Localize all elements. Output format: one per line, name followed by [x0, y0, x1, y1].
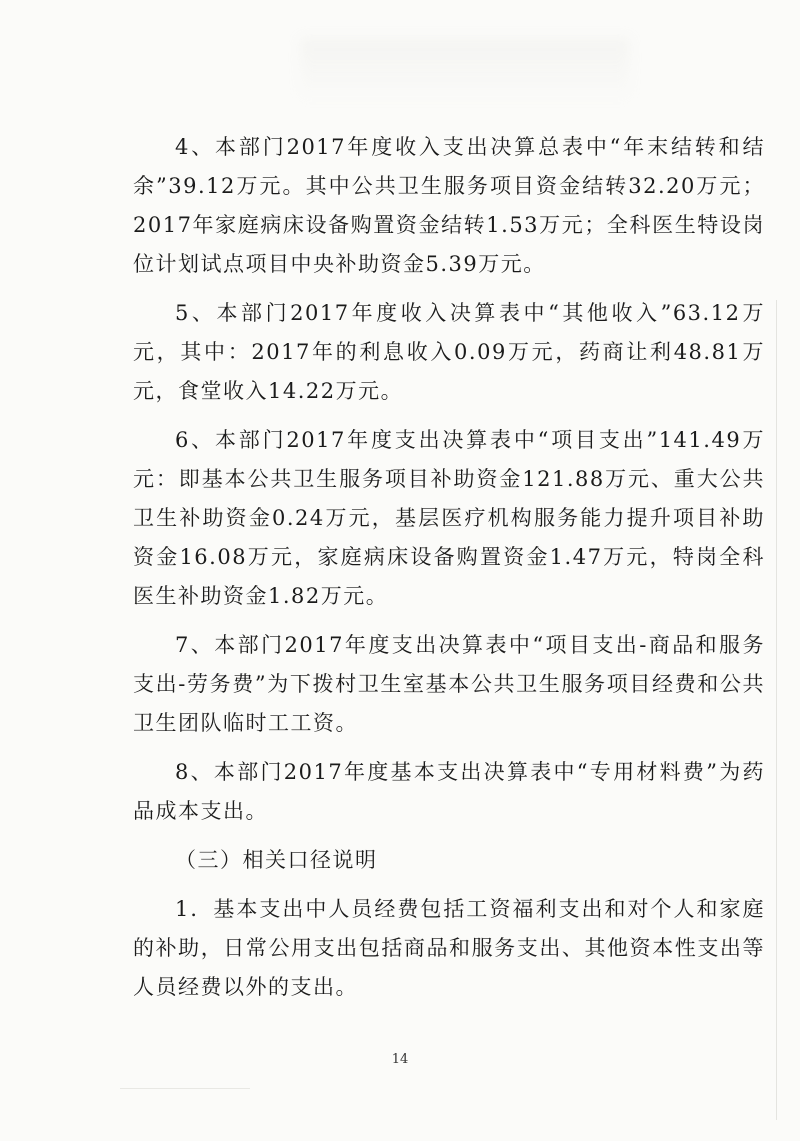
page-number: 14 [391, 1052, 409, 1067]
scan-bottom-line [120, 1088, 250, 1089]
paragraph-4: 4、本部门2017年度收入支出决算总表中“年末结转和结余”39.12万元。其中公共卫生服务项目资金结转32.20万元；2017年家庭病床设备购置资金结转1.53万元；全科医生特设岗位计划试点项目中央补助资金5.39万元。 [133, 135, 765, 276]
document-body [133, 128, 765, 1017]
paragraph-explanation-1: 1．基本支出中人员经费包括工资福利支出和对个人和家庭的补助，日常公用支出包括商品和服务支出、其他资本性支出等人员经费以外的支出。 [133, 897, 765, 999]
scan-header-smudge [300, 38, 630, 98]
scan-edge-line [776, 300, 777, 1120]
paragraph-7: 7、本部门2017年度支出决算表中“项目支出-商品和服务支出-劳务费”为下拨村卫生室基本公共卫生服务项目经费和公共卫生团队临时工工资。 [133, 633, 765, 735]
section-heading: （三）相关口径说明 [175, 848, 378, 872]
paragraph-6: 6、本部门2017年度支出决算表中“项目支出”141.49万元：即基本公共卫生服务项目补助资金121.88万元、重大公共卫生补助资金0.24万元，基层医疗机构服务能力提升项目补助资金16.08万元，家庭病床设备购置资金1.47万元，特岗全科医生补助资金1.82万元。 [133, 428, 765, 608]
paragraph-5: 5、本部门2017年度收入决算表中“其他收入”63.12万元，其中：2017年的利息收入0.09万元，药商让利48.81万元，食堂收入14.22万元。 [133, 301, 765, 403]
paragraph-8: 8、本部门2017年度基本支出决算表中“专用材料费”为药品成本支出。 [133, 760, 765, 823]
